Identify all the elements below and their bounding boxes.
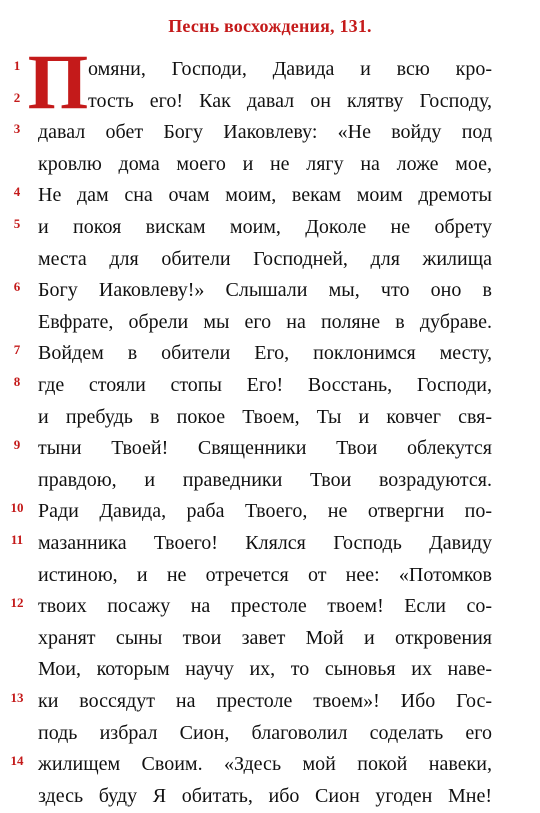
text-line (0, 779, 540, 813)
line-text: мазанника Твоего! Клялся Господь Давиду (38, 532, 492, 554)
verse-number: 5 (13, 216, 21, 231)
text-line (0, 147, 540, 181)
line-text: хранят сыны твои завет Мой и откровения (38, 626, 492, 649)
line-text: истиною, и не отречется от нее: «Потомков (38, 563, 492, 586)
text-line (0, 747, 540, 781)
line-text: Евфрате, обрели мы его на поляне в дубраве. (38, 310, 492, 333)
line-text: где стояли стопы Его! Восстань, Господи, (38, 374, 492, 396)
text-line (0, 431, 540, 465)
verse-number: 3 (13, 121, 21, 137)
text-line (0, 589, 540, 623)
line-text: омяни, Господи, Давида и всю кро- (88, 58, 492, 80)
verse-number: 1 (13, 58, 21, 73)
verse-number: 13 (10, 690, 24, 705)
verse-number: 9 (13, 437, 21, 453)
line-text: Ради Давида, раба Твоего, не отвергни по- (38, 500, 492, 523)
text-line (0, 558, 540, 592)
verse-number: 12 (10, 595, 24, 611)
line-text: и покоя вискам моим, Доколе не обрету (38, 216, 492, 238)
line-text: Не дам сна очам моим, векам моим дремоты (38, 184, 492, 207)
text-line (0, 305, 540, 339)
verse-number: 2 (13, 89, 21, 105)
line-text: подь избрал Сион, благоволил соделать его (38, 721, 492, 744)
verse-number: 6 (13, 279, 21, 295)
line-text: давал обет Богу Иаковлеву: «Не войду под (38, 121, 492, 144)
text-line (0, 368, 540, 402)
line-text: здесь буду Я обитать, ибо Сион угоден Мне! (38, 784, 492, 807)
verse-number: 8 (13, 374, 21, 389)
line-text: Войдем в обители Его, поклонимся месту, (38, 342, 492, 365)
text-line (0, 684, 540, 718)
line-text: ки воссядут на престоле твоем»! Ибо Гос- (38, 690, 492, 712)
drop-cap-letter: П (27, 38, 89, 125)
text-line (0, 400, 540, 434)
line-text: и пребудь в покое Твоем, Ты и ковчег свя- (38, 405, 492, 428)
text-line (0, 178, 540, 212)
text-line (0, 621, 540, 655)
line-text: твоих посажу на престоле твоем! Если со- (38, 595, 492, 618)
verse-number: 11 (10, 532, 24, 547)
line-text: тость его! Как давал он клятву Господу, (88, 89, 492, 112)
text-line (0, 526, 540, 560)
text-line (0, 242, 540, 276)
text-line (0, 494, 540, 528)
line-text: правдою, и праведники Твои возрадуются. (38, 468, 492, 491)
verse-number: 7 (13, 342, 21, 358)
text-line (0, 84, 540, 118)
verse-number: 10 (10, 500, 24, 516)
verse-number: 4 (13, 184, 21, 200)
text-line (0, 115, 540, 149)
text-line (0, 210, 540, 244)
text-line (0, 273, 540, 307)
line-text: тыни Твоей! Священники Твои облекутся (38, 437, 492, 460)
text-line (0, 52, 540, 86)
line-text: кровлю дома моего и не лягу на ложе мое, (38, 152, 492, 175)
line-text: Богу Иаковлеву!» Слышали мы, что оно в (38, 279, 492, 302)
text-line (0, 336, 540, 370)
line-text: места для обители Господней, для жилища (38, 247, 492, 270)
line-text: жилищем Своим. «Здесь мой покой навеки, (38, 753, 492, 776)
psalm-heading: Песнь восхождения, 131. (168, 16, 372, 36)
text-line (0, 716, 540, 750)
line-text: Мои, которым научу их, то сыновья их наве- (38, 658, 492, 681)
text-line (0, 463, 540, 497)
verse-number: 14 (10, 753, 24, 769)
text-line (0, 652, 540, 686)
